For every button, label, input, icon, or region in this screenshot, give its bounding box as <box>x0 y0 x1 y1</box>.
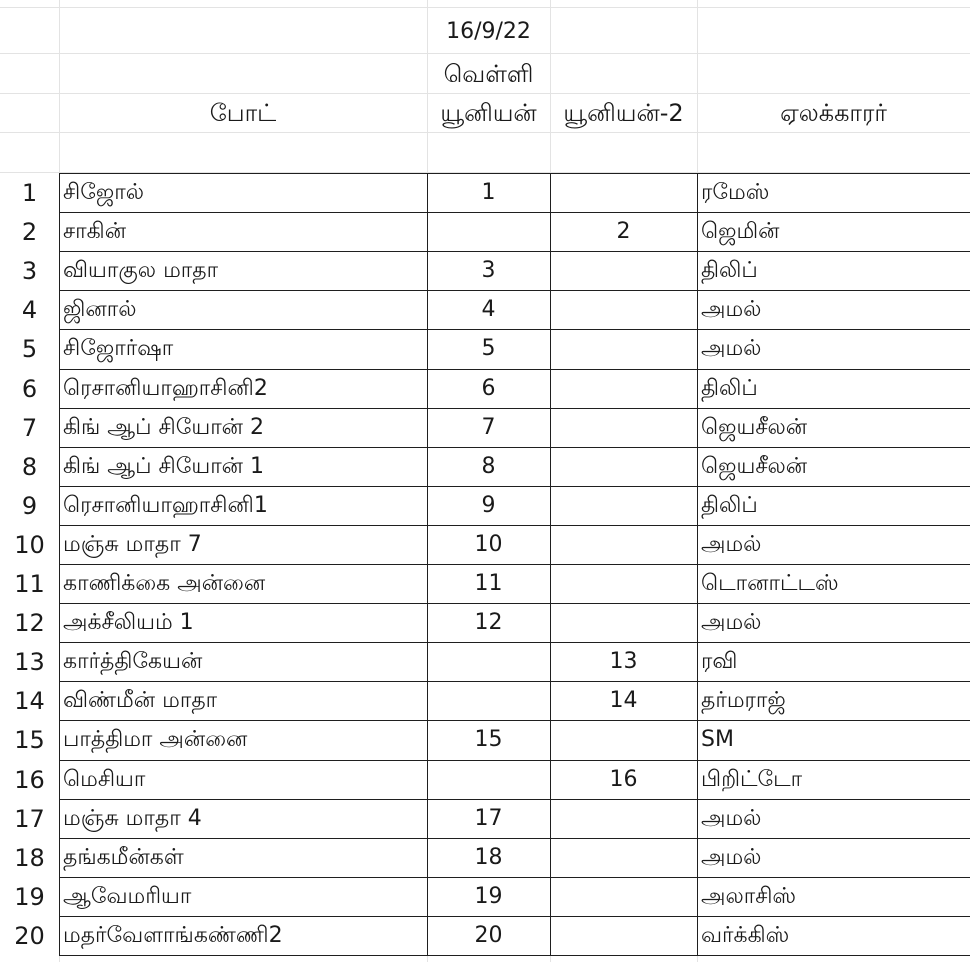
boat-cell[interactable]: சிஜோல் <box>63 179 144 205</box>
boat-cell[interactable]: மஞ்சு மாதா 4 <box>63 805 202 831</box>
row-number[interactable]: 15 <box>14 726 45 754</box>
auctioneer-cell[interactable]: ஜெயசீலன் <box>701 414 808 440</box>
union-2-cell[interactable]: 13 <box>609 648 638 674</box>
border-horizontal <box>59 369 970 370</box>
union-1-cell[interactable]: 3 <box>481 257 496 283</box>
auctioneer-cell[interactable]: அமல் <box>701 336 762 361</box>
gridline-horizontal <box>0 53 970 54</box>
auctioneer-cell[interactable]: டொனாட்டஸ் <box>701 570 839 596</box>
border-horizontal <box>59 642 970 643</box>
union-1-cell[interactable] <box>427 642 550 681</box>
boat-cell[interactable]: ரெசானியாஹாசினி2 <box>63 375 268 401</box>
column-header-boat[interactable]: போட் <box>209 99 277 127</box>
border-horizontal <box>59 720 970 721</box>
union-2-cell[interactable]: 16 <box>609 766 638 792</box>
border-horizontal <box>59 212 970 213</box>
row-number[interactable]: 2 <box>21 217 38 246</box>
day-cell[interactable]: வெள்ளி <box>443 60 534 88</box>
boat-cell[interactable]: ஜினால் <box>63 296 137 322</box>
row-number[interactable]: 16 <box>14 765 45 794</box>
border-vertical <box>59 173 60 956</box>
row-number[interactable]: 7 <box>21 413 38 442</box>
union-2-cell[interactable] <box>550 486 697 525</box>
boat-cell[interactable]: ரெசானியாஹாசினி1 <box>63 492 268 518</box>
gridline-horizontal <box>0 132 970 133</box>
border-horizontal <box>59 408 970 409</box>
union-1-cell[interactable]: 9 <box>481 492 496 518</box>
border-vertical <box>697 173 698 956</box>
union-2-cell[interactable] <box>550 251 697 290</box>
border-horizontal <box>59 955 970 956</box>
auctioneer-cell[interactable]: அமல் <box>701 296 762 322</box>
row-number[interactable]: 4 <box>21 295 38 324</box>
union-1-cell[interactable]: 20 <box>474 922 503 948</box>
date-cell[interactable]: 16/9/22 <box>446 19 531 44</box>
auctioneer-cell[interactable]: அமல் <box>701 609 762 635</box>
union-2-cell[interactable] <box>550 173 697 212</box>
union-2-cell[interactable] <box>550 408 697 447</box>
union-2-cell[interactable] <box>550 447 697 486</box>
auctioneer-cell[interactable]: பிறிட்டோ <box>701 766 803 792</box>
border-horizontal <box>59 760 970 761</box>
column-header-union-1[interactable]: யூனியன் <box>440 99 537 127</box>
row-number[interactable]: 10 <box>14 530 45 559</box>
union-1-cell[interactable]: 11 <box>474 570 503 596</box>
union-2-cell[interactable] <box>550 329 697 369</box>
auctioneer-cell[interactable]: தர்மராஜ் <box>701 687 786 713</box>
union-2-cell[interactable] <box>550 877 697 916</box>
border-horizontal <box>59 564 970 565</box>
union-2-cell[interactable] <box>550 916 697 955</box>
row-number[interactable]: 9 <box>21 491 38 520</box>
union-2-cell[interactable] <box>550 720 697 760</box>
union-2-cell[interactable] <box>550 799 697 838</box>
row-number[interactable]: 11 <box>14 569 45 598</box>
border-horizontal <box>59 290 970 291</box>
border-horizontal <box>59 251 970 252</box>
row-number[interactable]: 6 <box>21 374 38 403</box>
boat-cell[interactable]: தங்கமீன்கள் <box>63 844 184 870</box>
row-number[interactable]: 3 <box>21 256 38 285</box>
boat-cell[interactable]: காணிக்கை அன்னை <box>63 570 266 596</box>
row-number[interactable]: 1 <box>21 178 38 207</box>
auctioneer-cell[interactable]: வர்க்கிஸ் <box>701 922 790 948</box>
border-horizontal <box>59 799 970 800</box>
boat-cell[interactable]: வியாகுல மாதா <box>63 257 219 283</box>
row-number[interactable]: 5 <box>21 335 38 363</box>
union-2-cell[interactable] <box>550 290 697 329</box>
row-number[interactable]: 18 <box>14 843 45 872</box>
auctioneer-cell[interactable]: அமல் <box>701 531 762 557</box>
union-2-cell[interactable] <box>550 838 697 877</box>
row-number[interactable]: 17 <box>14 804 45 833</box>
border-horizontal <box>59 877 970 878</box>
boat-cell[interactable]: மெசியா <box>63 766 146 792</box>
border-horizontal <box>59 173 970 174</box>
union-1-cell[interactable]: 6 <box>481 375 496 401</box>
union-1-cell[interactable] <box>427 681 550 720</box>
union-1-cell[interactable]: 17 <box>474 805 503 831</box>
union-1-cell[interactable] <box>427 760 550 799</box>
union-1-cell[interactable]: 15 <box>474 727 503 752</box>
union-1-cell[interactable]: 12 <box>474 609 503 635</box>
row-number[interactable]: 20 <box>14 921 45 950</box>
boat-cell[interactable]: சாகின் <box>63 218 127 244</box>
auctioneer-cell[interactable]: அலாசிஸ் <box>701 883 797 909</box>
row-number[interactable]: 13 <box>14 647 45 676</box>
gridline-horizontal <box>0 7 970 8</box>
column-header-auctioneer[interactable]: ஏலக்காரர் <box>780 99 887 127</box>
border-horizontal <box>59 525 970 526</box>
auctioneer-cell[interactable]: ஜெயசீலன் <box>701 453 808 479</box>
boat-cell[interactable]: கிங் ஆப் சியோன் 2 <box>63 414 265 440</box>
union-1-cell[interactable] <box>427 212 550 251</box>
boat-cell[interactable]: விண்மீன் மாதா <box>63 687 218 713</box>
union-2-cell[interactable]: 14 <box>609 687 638 713</box>
union-2-cell[interactable] <box>550 603 697 642</box>
auctioneer-cell[interactable]: SM <box>701 727 734 752</box>
border-horizontal <box>59 329 970 330</box>
boat-cell[interactable]: மதர்வேளாங்கண்ணி2 <box>63 922 283 948</box>
boat-cell[interactable]: கிங் ஆப் சியோன் 1 <box>63 453 265 479</box>
border-horizontal <box>59 603 970 604</box>
union-1-cell[interactable]: 5 <box>481 336 496 361</box>
border-vertical <box>550 173 551 956</box>
boat-cell[interactable]: ஆவேமரியா <box>63 883 192 909</box>
auctioneer-cell[interactable]: திலிப் <box>701 492 758 518</box>
union-2-cell[interactable]: 2 <box>616 218 631 244</box>
auctioneer-cell[interactable]: அமல் <box>701 844 762 870</box>
boat-cell[interactable]: கார்த்திகேயன் <box>63 648 203 674</box>
auctioneer-cell[interactable]: திலிப் <box>701 257 758 283</box>
column-header-union-2[interactable]: யூனியன்-2 <box>563 99 684 127</box>
boat-cell[interactable]: பாத்திமா அன்னை <box>63 727 248 752</box>
union-1-cell[interactable]: 19 <box>474 883 503 909</box>
boat-cell[interactable]: சிஜோர்ஷா <box>63 336 174 361</box>
row-number[interactable]: 14 <box>14 686 45 715</box>
boat-cell[interactable]: அக்சீலியம் 1 <box>63 609 194 635</box>
auctioneer-cell[interactable]: ரமேஸ் <box>701 179 770 205</box>
border-horizontal <box>59 916 970 917</box>
border-horizontal <box>59 681 970 682</box>
border-horizontal <box>59 447 970 448</box>
border-horizontal <box>59 486 970 487</box>
row-number[interactable]: 12 <box>14 608 45 637</box>
row-number[interactable]: 19 <box>14 882 45 911</box>
boat-cell[interactable]: மஞ்சு மாதா 7 <box>63 531 202 557</box>
row-number[interactable]: 8 <box>21 452 38 481</box>
union-1-cell[interactable]: 4 <box>481 296 496 322</box>
auctioneer-cell[interactable]: ஜெமின் <box>701 218 780 244</box>
auctioneer-cell[interactable]: அமல் <box>701 805 762 831</box>
border-vertical <box>427 173 428 956</box>
union-1-cell[interactable]: 8 <box>481 453 496 479</box>
union-1-cell[interactable]: 10 <box>474 531 503 557</box>
union-2-cell[interactable] <box>550 369 697 408</box>
union-2-cell[interactable] <box>550 564 697 603</box>
border-horizontal <box>59 838 970 839</box>
auctioneer-cell[interactable]: ரவி <box>701 648 738 674</box>
union-2-cell[interactable] <box>550 525 697 564</box>
auctioneer-cell[interactable]: திலிப் <box>701 375 758 401</box>
union-1-cell[interactable]: 18 <box>474 844 503 870</box>
union-1-cell[interactable]: 7 <box>481 414 496 440</box>
union-1-cell[interactable]: 1 <box>481 179 496 205</box>
